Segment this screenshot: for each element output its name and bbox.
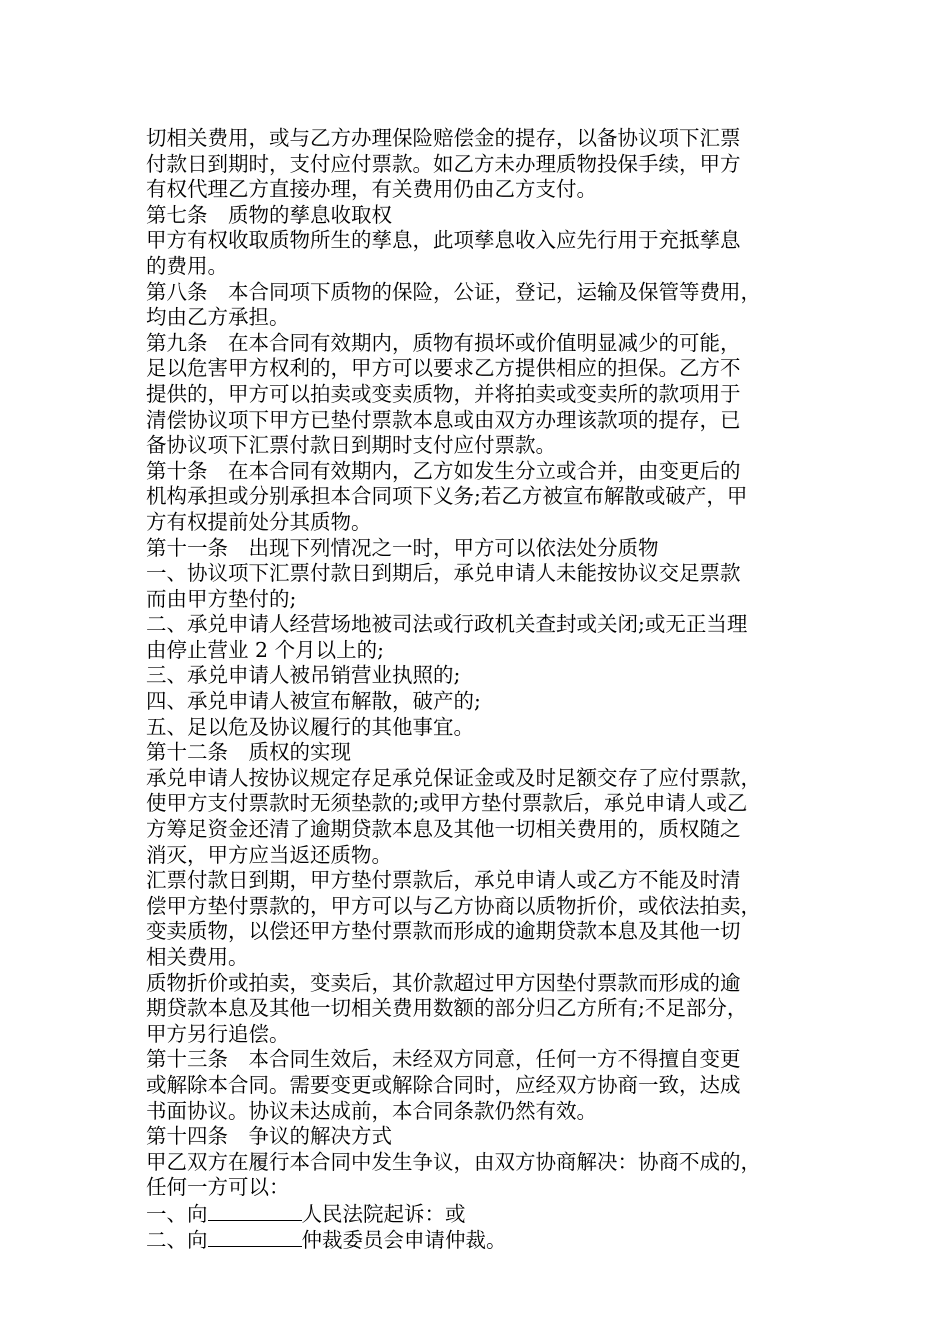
option-court-suffix: 人民法院起诉：或	[301, 1201, 466, 1226]
text-line: 方筹足资金还清了逾期贷款本息及其他一切相关费用的，质权随之	[146, 817, 741, 842]
text-line: 或解除本合同。需要变更或解除合同时，应经双方协商一致，达成	[146, 1072, 741, 1097]
arbitration-name-blank	[208, 1227, 302, 1247]
dispute-option-arbitration	[146, 1227, 814, 1253]
text-line: 任何一方可以：	[146, 1175, 290, 1200]
text-line: 第七条 质物的孳息收取权	[146, 202, 392, 227]
text-line: 由停止营业 2 个月以上的;	[146, 637, 384, 662]
text-line: 备协议项下汇票付款日到期时支付应付票款。	[146, 433, 556, 458]
dispute-option-court	[146, 1201, 814, 1227]
contract-text	[146, 126, 814, 1201]
text-line: 偿甲方垫付票款的，甲方可以与乙方协商以质物折价，或依法拍卖，	[146, 893, 761, 918]
text-line: 第八条 本合同项下质物的保险，公证，登记，运输及保管等费用，	[146, 279, 761, 304]
text-line: 甲方另行追偿。	[146, 1021, 290, 1046]
text-line: 第九条 在本合同有效期内，质物有损坏或价值明显减少的可能，	[146, 330, 741, 355]
text-line: 消灭，甲方应当返还质物。	[146, 842, 392, 867]
text-line: 有权代理乙方直接办理，有关费用仍由乙方支付。	[146, 177, 597, 202]
text-line: 汇票付款日到期，甲方垫付票款后，承兑申请人或乙方不能及时清	[146, 868, 741, 893]
text-line: 第十一条 出现下列情况之一时，甲方可以依法处分质物	[146, 535, 659, 560]
text-line: 五、足以危及协议履行的其他事宜。	[146, 714, 474, 739]
text-line: 足以危害甲方权利的，甲方可以要求乙方提供相应的担保。乙方不	[146, 356, 741, 381]
text-line: 四、承兑申请人被宣布解散，破产的;	[146, 689, 481, 714]
text-line: 期贷款本息及其他一切相关费用数额的部分归乙方所有;不足部分，	[146, 996, 748, 1021]
text-line: 质物折价或拍卖，变卖后，其价款超过甲方因垫付票款而形成的逾	[146, 970, 741, 995]
text-line: 提供的，甲方可以拍卖或变卖质物，并将拍卖或变卖所的款项用于	[146, 381, 741, 406]
text-line: 第十条 在本合同有效期内，乙方如发生分立或合并，由变更后的	[146, 458, 741, 483]
option-court-prefix: 一、向	[146, 1201, 208, 1226]
text-line: 使甲方支付票款时无须垫款的;或甲方垫付票款后，承兑申请人或乙	[146, 791, 748, 816]
text-line: 第十三条 本合同生效后，未经双方同意，任何一方不得擅自变更	[146, 1047, 741, 1072]
text-line: 书面协议。协议未达成前，本合同条款仍然有效。	[146, 1098, 597, 1123]
text-line: 机构承担或分别承担本合同项下义务;若乙方被宣布解散或破产，甲	[146, 484, 748, 509]
text-line: 承兑申请人按协议规定存足承兑保证金或及时足额交存了应付票款，	[146, 765, 761, 790]
text-line: 一、协议项下汇票付款日到期后，承兑申请人未能按协议交足票款	[146, 561, 741, 586]
text-line: 变卖质物，以偿还甲方垫付票款而形成的逾期贷款本息及其他一切	[146, 919, 741, 944]
text-line: 甲乙双方在履行本合同中发生争议，由双方协商解决：协商不成的，	[146, 1149, 761, 1174]
text-line: 甲方有权收取质物所生的孳息，此项孳息收入应先行用于充抵孳息	[146, 228, 741, 253]
text-line: 清偿协议项下甲方已垫付票款本息或由双方办理该款项的提存，已	[146, 407, 741, 432]
text-line: 切相关费用，或与乙方办理保险赔偿金的提存，以备协议项下汇票	[146, 126, 741, 150]
text-line: 第十四条 争议的解决方式	[146, 1124, 392, 1149]
contract-body	[146, 126, 814, 1252]
text-line: 相关费用。	[146, 945, 249, 969]
text-line: 三、承兑申请人被吊销营业执照的;	[146, 663, 461, 688]
court-name-blank	[208, 1201, 302, 1221]
option-arbitration-suffix: 仲裁委员会申请仲裁。	[301, 1227, 507, 1252]
text-line: 而由甲方垫付的;	[146, 586, 297, 611]
text-line: 方有权提前处分其质物。	[146, 509, 372, 534]
text-line: 的费用。	[146, 253, 228, 278]
text-line: 均由乙方承担。	[146, 305, 290, 330]
text-line: 付款日到期时，支付应付票款。如乙方未办理质物投保手续，甲方	[146, 151, 741, 176]
text-line: 第十二条 质权的实现	[146, 740, 351, 765]
option-arbitration-prefix: 二、向	[146, 1227, 208, 1252]
text-line: 二、承兑申请人经营场地被司法或行政机关查封或关闭;或无正当理	[146, 612, 748, 637]
